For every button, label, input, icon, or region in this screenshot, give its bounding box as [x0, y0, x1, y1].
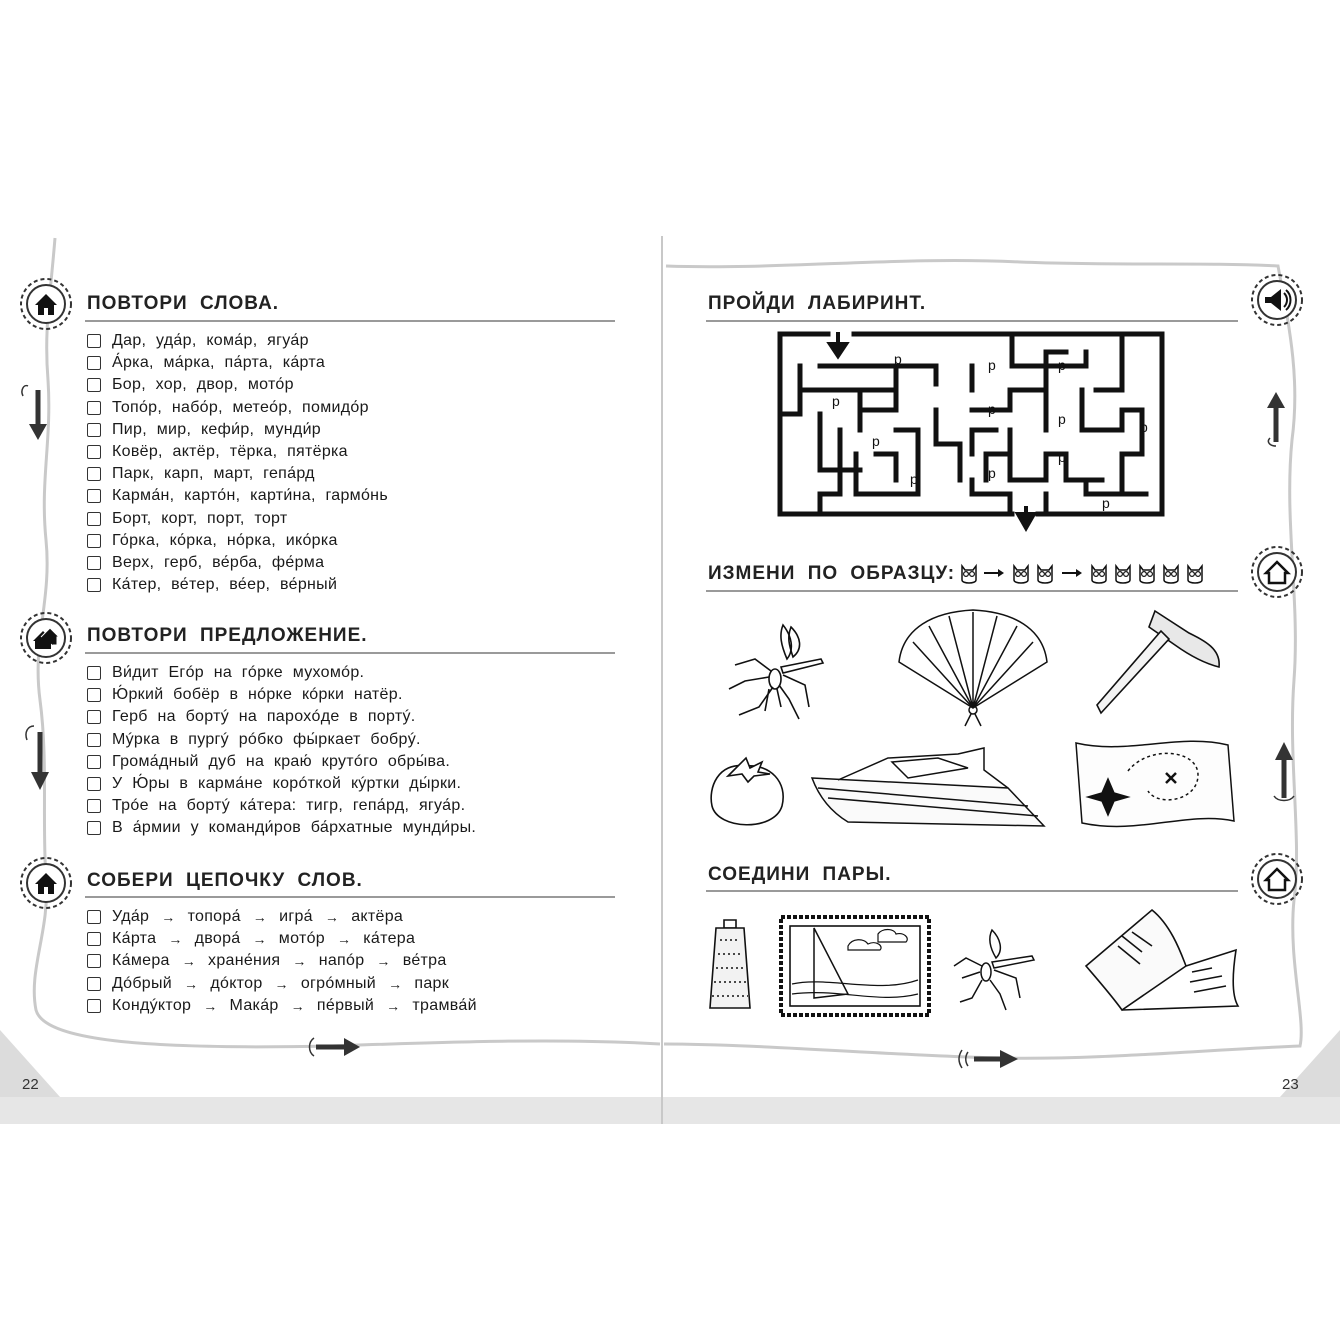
chain-word: трамва́й [412, 996, 477, 1014]
checkbox[interactable] [87, 556, 101, 570]
chain-word: ка́тера [363, 930, 416, 948]
section-rule [706, 320, 1238, 322]
list-item [87, 795, 476, 817]
up-arrow-icon [1256, 388, 1296, 448]
owl-icon [1092, 566, 1106, 583]
item-text: Ви́дит Егóр на гóрке мухомóр. [112, 664, 365, 682]
list-item [87, 508, 388, 530]
arrow-right-icon: → [184, 975, 199, 992]
checkbox[interactable] [87, 445, 101, 459]
chain-word: дóктор [210, 974, 263, 992]
checkbox[interactable] [87, 356, 101, 370]
mosquito-picture-2 [952, 922, 1052, 1012]
section-rule [706, 890, 1238, 892]
list-item [87, 751, 476, 773]
item-text: Дар, уда́р, кома́р, ягуа́р [112, 332, 309, 350]
checkbox[interactable] [87, 954, 101, 968]
chain-row [87, 906, 489, 928]
checkbox[interactable] [87, 467, 101, 481]
page-number-left: 22 [22, 1076, 39, 1093]
arrow-right-icon: → [203, 997, 218, 1014]
arrow-right-icon: → [292, 953, 307, 970]
list-item [87, 485, 388, 507]
grater-picture [708, 918, 752, 1010]
item-text: В а́рмии у команди́ров ба́рхатные мунди́ры. [112, 819, 477, 837]
owl-icon [962, 566, 976, 583]
owl-icon [1038, 566, 1052, 583]
checkbox[interactable] [87, 378, 101, 392]
owl-icon [1188, 566, 1202, 583]
list-item [87, 817, 476, 839]
item-text: Карма́н, карто́н, карти́на, гармо́нь [112, 487, 388, 505]
item-text: Парк, карп, март, гепа́рд [112, 465, 315, 483]
checkbox[interactable] [87, 799, 101, 813]
arrow-right-icon: → [386, 997, 401, 1014]
list-item [87, 574, 388, 596]
chain-word: Мака́р [229, 996, 279, 1014]
maze-letter: р [988, 465, 996, 481]
home-badge-icon [19, 611, 73, 665]
checkbox[interactable] [87, 932, 101, 946]
checkbox[interactable] [87, 977, 101, 991]
checkbox[interactable] [87, 910, 101, 924]
checkbox[interactable] [87, 334, 101, 348]
book-picture [1082, 906, 1242, 1012]
item-text: Топо́р, набо́р, метео́р, помидо́р [112, 398, 369, 416]
maze [776, 330, 1166, 530]
map-picture [1068, 735, 1238, 835]
item-text: Грома́дный дуб на краю́ крутóго обры́ва. [112, 752, 451, 770]
section-title-maze: ПРОЙДИ ЛАБИРИНТ. [708, 293, 927, 314]
maze-letter: р [910, 471, 918, 487]
maze-letter: р [1140, 419, 1148, 435]
maze-letter: р [1058, 411, 1066, 427]
list-item [87, 330, 388, 352]
section-title-repeat-sentence: ПОВТОРИ ПРЕДЛОЖЕНИЕ. [87, 625, 368, 646]
home-badge-icon [1250, 852, 1304, 906]
chain-word: Ка́мера [112, 952, 170, 970]
item-text: А́рка, ма́рка, па́рта, ка́рта [112, 354, 326, 372]
right-arrow-icon [956, 1044, 1026, 1074]
checkbox[interactable] [87, 578, 101, 592]
maze-letter: р [1058, 449, 1066, 465]
chain-row [87, 995, 489, 1017]
chain-row [87, 950, 489, 972]
checkbox[interactable] [87, 999, 101, 1013]
section-title-repeat-words: ПОВТОРИ СЛОВА. [87, 293, 280, 314]
item-text: Трóе на бортý ка́тера: тигр, гепа́рд, ягуа́р. [112, 797, 466, 815]
chain-word: топора́ [187, 908, 241, 926]
arrow-right-icon: → [290, 997, 305, 1014]
checkbox[interactable] [87, 489, 101, 503]
right-arrow-icon [306, 1032, 366, 1062]
checkbox[interactable] [87, 512, 101, 526]
arrow-right-icon: → [336, 931, 352, 948]
arrow-right-icon: → [252, 909, 268, 926]
list-item [87, 419, 388, 441]
list-item [87, 441, 388, 463]
speaker-badge-icon [1250, 273, 1304, 327]
arrow-right-icon: → [181, 953, 197, 970]
arrow-right-icon: → [252, 931, 267, 948]
section-rule [706, 590, 1238, 592]
maze-letter: р [1102, 495, 1110, 511]
list-item [87, 773, 476, 795]
list-item [87, 552, 388, 574]
checkbox[interactable] [87, 710, 101, 724]
checkbox[interactable] [87, 733, 101, 747]
list-item [87, 463, 388, 485]
section-title-change: ИЗМЕНИ ПО ОБРАЗЦУ: [708, 563, 956, 584]
owl-icon [1116, 566, 1130, 583]
owl-icon [1014, 566, 1028, 583]
item-text: Ю́ркий бобёр в нóрке кóрки натёр. [112, 686, 403, 704]
home-badge-icon [1250, 545, 1304, 599]
checkbox[interactable] [87, 688, 101, 702]
arrow-right-icon: → [388, 975, 403, 992]
chain-word: ве́тра [402, 952, 447, 970]
section-rule [85, 320, 615, 322]
checkbox[interactable] [87, 401, 101, 415]
stamp-picture [778, 914, 932, 1018]
chain-word: игра́ [279, 908, 313, 926]
home-badge-icon [19, 277, 73, 331]
checkbox[interactable] [87, 534, 101, 548]
list-item [87, 684, 476, 706]
chain-row [87, 973, 489, 995]
item-text: Пир, мир, кефи́р, мунди́р [112, 420, 322, 438]
page-number-right: 23 [1282, 1076, 1299, 1093]
arrow-right-icon: → [161, 909, 176, 926]
mosquito-picture [725, 615, 835, 725]
section-rule [85, 652, 615, 654]
list-item [87, 374, 388, 396]
list-item [87, 706, 476, 728]
item-text: Ковёр, актёр, тёрка, пятёрка [112, 443, 348, 461]
axe-picture [1085, 605, 1225, 720]
chain-word: пе́рвый [316, 996, 375, 1014]
owl-icon [1140, 566, 1154, 583]
item-text: Ка́тер, ве́тер, ве́ер, ве́рный [112, 576, 338, 594]
down-arrow-icon [22, 722, 62, 792]
arrow-right-icon: → [324, 909, 340, 926]
chain-list [87, 906, 489, 1017]
chain-word: мотóр [278, 930, 325, 948]
arrow-right-icon: → [168, 931, 183, 948]
chain-word: напóр [318, 952, 365, 970]
item-text: У Ю́ры в карма́не корóткой кýртки ды́рки. [112, 775, 462, 793]
maze-letter: р [894, 351, 902, 367]
item-text: Мýрка в пургý рóбко фы́ркает бобрý. [112, 730, 421, 748]
sentence-list [87, 662, 476, 840]
list-item [87, 729, 476, 751]
chain-word: двора́ [194, 930, 241, 948]
maze-letter: р [988, 401, 996, 417]
list-item [87, 352, 388, 374]
chain-word: хране́ния [208, 952, 281, 970]
owl-icon [1164, 566, 1178, 583]
home-badge-icon [19, 856, 73, 910]
chain-word: актёра [351, 908, 404, 926]
chain-row [87, 928, 489, 950]
owl-pattern-icon [960, 560, 1220, 588]
checkbox[interactable] [87, 755, 101, 769]
fan-picture [893, 608, 1053, 728]
list-item [87, 530, 388, 552]
checkbox[interactable] [87, 777, 101, 791]
chain-word: Ка́рта [112, 930, 157, 948]
list-item [87, 397, 388, 419]
checkbox[interactable] [87, 821, 101, 835]
item-text: Верх, герб, ве́рба, фе́рма [112, 553, 325, 571]
maze-letter: р [872, 433, 880, 449]
item-text: Герб на бортý на парохóде в портý. [112, 708, 416, 726]
chain-word: парк [414, 974, 450, 992]
arrow-right-icon [1062, 569, 1082, 577]
section-rule [85, 896, 615, 898]
word-list [87, 330, 388, 596]
chain-word: Дóбрый [112, 974, 173, 992]
down-arrow-icon [18, 384, 58, 444]
chain-word: Кондýктор [112, 996, 192, 1014]
section-title-word-chain: СОБЕРИ ЦЕПОЧКУ СЛОВ. [87, 870, 363, 891]
arrow-right-icon: → [376, 953, 391, 970]
maze-letter: р [832, 393, 840, 409]
maze-letter: р [988, 357, 996, 373]
chain-word: огрóмный [300, 974, 377, 992]
item-text: Борт, корт, порт, торт [112, 509, 288, 527]
item-text: Бор, хор, двор, мото́р [112, 376, 294, 394]
chain-word: Уда́р [112, 908, 150, 926]
item-text: Го́рка, ко́рка, но́рка, ико́рка [112, 531, 338, 549]
tomato-picture [704, 752, 788, 836]
checkbox[interactable] [87, 666, 101, 680]
maze-letter: р [1058, 357, 1066, 373]
list-item [87, 662, 476, 684]
up-arrow-icon [1264, 738, 1304, 808]
section-title-pairs: СОЕДИНИ ПАРЫ. [708, 864, 892, 885]
arrow-right-icon [984, 569, 1004, 577]
boat-picture [808, 740, 1048, 832]
arrow-right-icon: → [274, 975, 289, 992]
checkbox[interactable] [87, 423, 101, 437]
